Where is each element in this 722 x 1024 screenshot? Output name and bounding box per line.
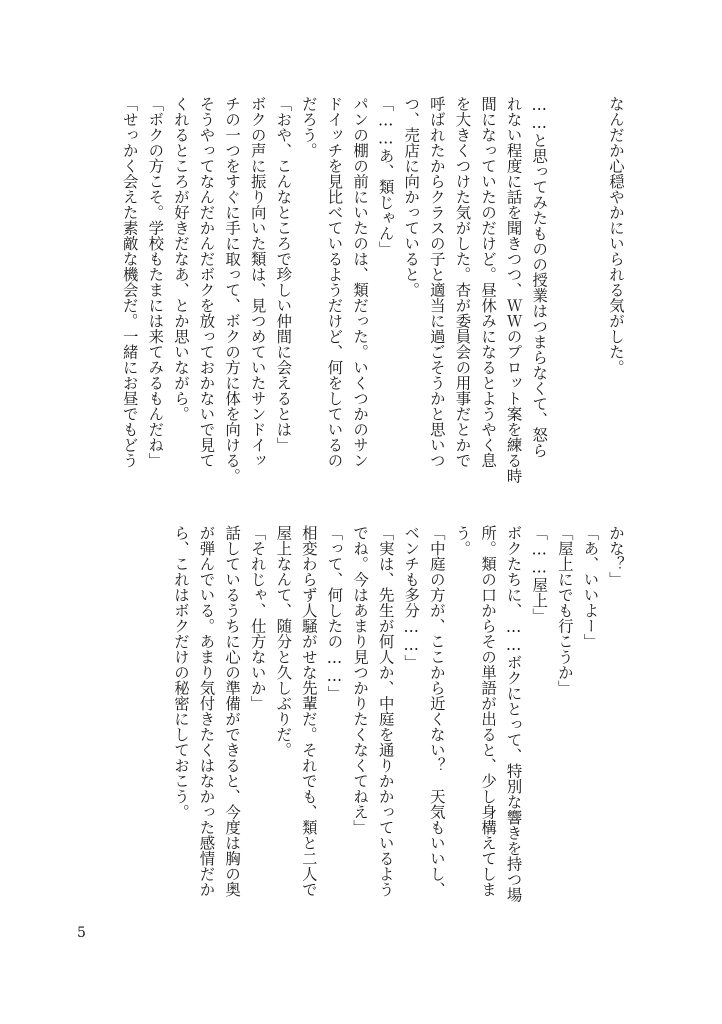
text-column: だろう。 [299,96,318,158]
text-column: くれるところが好きだなあ、とか思いながら。 [171,96,190,422]
text-column: 「って、何したの……」 [325,525,344,701]
text-column: 呼ばれたからクラスの子と適当に過ごそうかと思いつ [427,96,446,468]
text-column: 「中庭の方が、ここから近くない？ 天気もいいし、 [427,525,446,897]
text-column [577,96,603,500]
text-column: 「……あ、類じゃん」 [376,96,395,257]
text-column: う。 [453,525,472,556]
text-column: 間になっていたのだけど。昼休みになるとようやく息 [479,96,498,468]
text-column: 「せっかく会えた素敵な機会だ。一緒にお昼でもどう [120,96,139,468]
text-column: そうやってなんだかんだボクを放っておかないで見て [197,96,216,468]
text-column: なんだか心穏やかにいられる気がした。 [607,96,625,375]
upper-text-block [108,96,628,500]
text-column: 相変わらず人騒がせな先輩だ。それでも、類と二人で [299,525,318,897]
text-column: 「実は、先生が何人か、中庭を通りかかっているよう [376,525,395,897]
page-number: 5 [77,925,86,941]
text-column: パンの棚の前にいたのは、類だった。いくつかのサン [351,96,370,468]
text-column: 屋上なんて、随分と久しぶりだ。 [274,525,293,758]
text-column: ……と思ってみたものの授業はつまらなくて、怒ら [530,96,549,458]
text-column: 「あ、いいよー」 [581,525,600,649]
text-column: つ、売店に向かっていると。 [402,96,421,298]
text-column: 「おや、こんなところで珍しい仲間に会えるとは」 [274,96,293,453]
text-column: ら、これはボクだけの秘密にしておこう。 [171,525,190,820]
text-column: 「ボクの方こそ。学校もたまには来てみるもんだね」 [146,96,165,468]
lower-text-block [108,525,628,925]
text-column: 所。類の口からその単語が出ると、少し身構えてしま [479,525,498,897]
text-column: ドイッチを見比べているようだけど、何をしているの [325,96,344,468]
text-column [551,96,577,500]
text-column: 「それじゃ、仕方ないか」 [248,525,267,711]
text-column: チの一つをすぐに手に取って、ボクの方に体を向ける。 [223,96,242,484]
text-column: ベンチも多分……」 [402,525,421,670]
text-column: 「屋上にでも行こうか」 [555,525,574,696]
text-column: が弾んでいる。あまり気付きたくはなかった感情だか [197,525,216,897]
text-column: ボクの声に振り向いた類は、見つめていたサンドイッ [248,96,267,468]
text-column: れない程度に話を聞きつつ、ＷＷのプロット案を練る時 [504,96,523,484]
text-column: かな？」 [607,525,625,587]
text-column: を大きくつけた気がした。杏が委員会の用事だとかで [453,96,472,468]
text-column: 話しているうちに心の準備ができると、今度は胸の奥 [223,525,242,897]
text-column: でね。今はあまり見つかりたくなくてねえ」 [351,525,370,835]
text-column: 「……屋上」 [530,525,549,624]
text-column: ボクたちに、……ボクにとって、特別な響きを持つ場 [504,525,523,903]
